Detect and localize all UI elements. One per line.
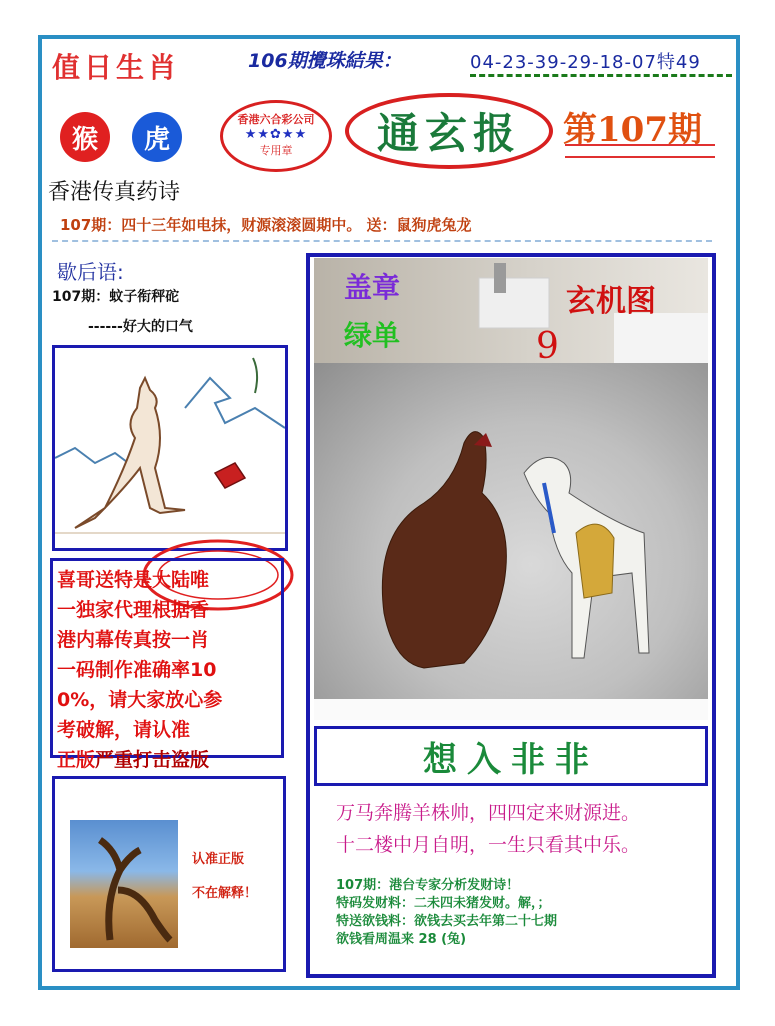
xiehouyu-label: 歇后语: (57, 260, 124, 284)
poem-note: 特送欲钱料：欲钱去买去年第二十七期 (336, 914, 558, 929)
puzzle-photo (314, 258, 708, 720)
seal-bottom-text: 专用章 (259, 144, 293, 157)
zodiac-badge-tiger: 虎 (132, 112, 182, 162)
phrase-box: 想入非非 (314, 726, 708, 786)
notice-line: 港内幕传真按一肖 (57, 629, 210, 651)
figurine-shapes (314, 363, 708, 699)
notice-line: 喜哥送特是大陆唯 (57, 569, 210, 591)
poem-line: 107期：四十三年如电抹，财源滚滚圆期中。 送：鼠狗虎兔龙 (60, 216, 472, 234)
poem-divider (52, 240, 712, 242)
poem-line-1: 万马奔腾羊株帅，四四定来财源进。 (336, 802, 641, 824)
notice-line-last (57, 745, 277, 775)
issue-underline (565, 144, 715, 158)
result-underline (470, 74, 732, 77)
seal-top-text: 香港六合彩公司 (237, 113, 315, 126)
no-explain-label: 不在解释！ (192, 886, 258, 901)
xiehouyu-answer: ------好大的口气 (88, 319, 193, 335)
poem-note: 特码发财料：二未四未猪发财。解，； (336, 896, 551, 911)
notice-plain: 正版 (57, 749, 96, 771)
result-label: 106期攪珠結果： (248, 50, 402, 72)
notice-line: 一码制作准确率10 (57, 659, 217, 681)
tree-shape (70, 820, 178, 948)
red-notice-box (50, 558, 284, 771)
overlay-green-text: 绿单 (344, 319, 401, 352)
zodiac-badge-monkey: 猴 (60, 112, 110, 162)
result-numbers: 04-23-39-29-18-07特49 (470, 52, 701, 73)
genuine-label: 认准正版 (192, 852, 245, 867)
desert-tree-photo (70, 820, 178, 948)
xiehouyu-text: 107期：蚊子衔秤砣 (52, 289, 180, 305)
poem-block (314, 790, 708, 976)
paper-name: 通玄报 (345, 93, 553, 169)
poem-line-2: 十二楼中月自明，一生只看其中乐。 (336, 834, 641, 856)
seal-stars: ★★✿★★ (244, 127, 308, 142)
poem-note: 107期：港台专家分析发财诗！ (336, 878, 520, 893)
overlay-puzzle-title: 玄机图 (566, 284, 656, 319)
kangaroo-illustration (52, 345, 288, 551)
figurine-photo (314, 363, 708, 699)
issue-number: 第107期 (563, 110, 702, 150)
notice-line: 一独家代理根据香 (57, 599, 210, 621)
poem-note: 欲钱看周温来 28 (兔) (336, 932, 467, 947)
subtitle: 香港传真药诗 (48, 180, 181, 205)
overlay-stamp-text: 盖章 (344, 271, 401, 304)
notice-line: 考破解，请认准 (57, 719, 191, 741)
company-seal (220, 100, 332, 172)
header-title: 值日生肖 (52, 51, 181, 84)
notice-emphasis: 严重打击盗版 (95, 749, 210, 771)
notice-line: 0%，请大家放心参 (57, 689, 223, 711)
overlay-number: 9 (536, 326, 559, 367)
kangaroo-drawing (55, 348, 285, 548)
